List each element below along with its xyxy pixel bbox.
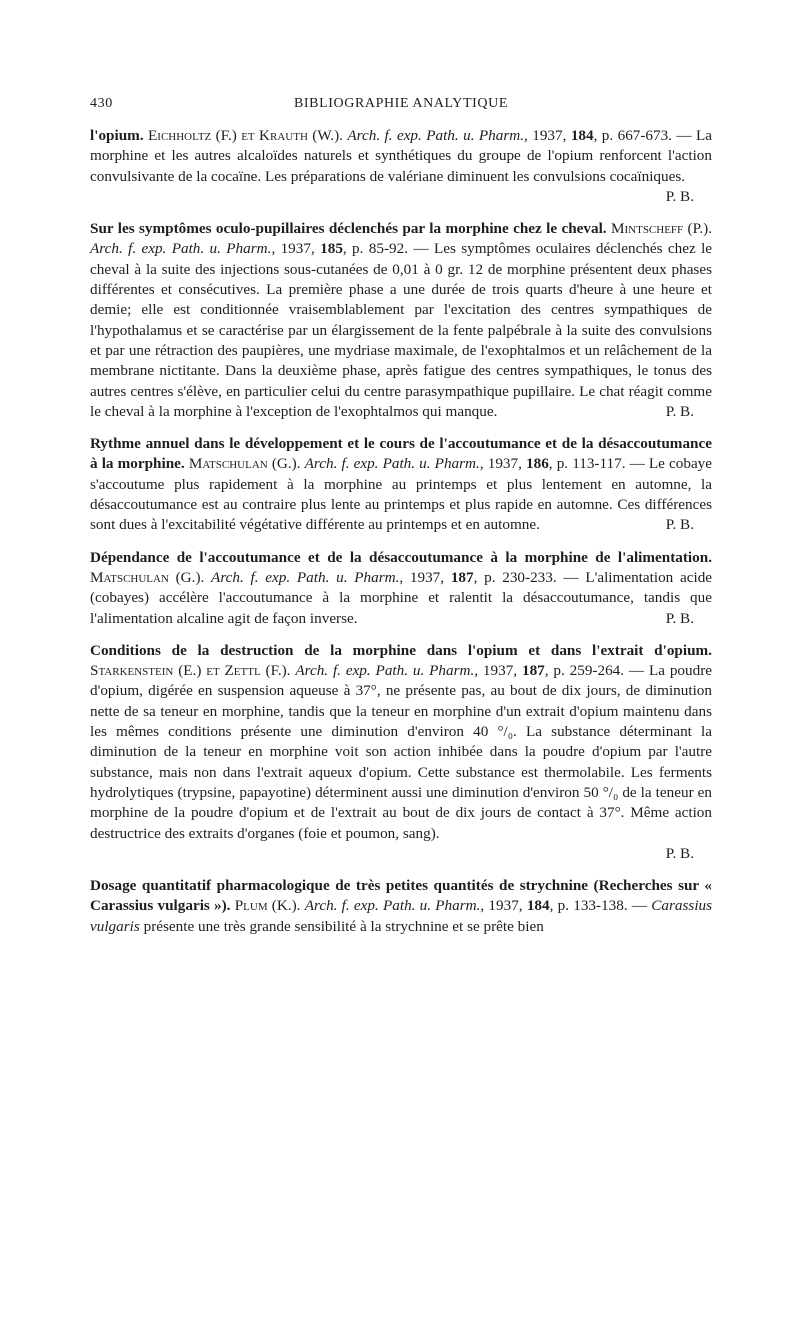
entry-signature: P. B. — [665, 609, 694, 627]
bibliography-entry — [90, 641, 712, 864]
entry-title: Dépendance de l'accoutumance et de la désaccoutumance à la morphine de l'alimentation. — [90, 548, 712, 566]
bibliography-entry — [90, 876, 712, 937]
entry-authors: Matschulan (G.). — [90, 568, 205, 586]
entry-volume: 184 — [526, 897, 550, 915]
entry-volume: 185 — [320, 240, 343, 258]
entry-abstract: La poudre d'opium, digérée en suspension aqueuse à 37°, ne présente pas, au bout de dix jours, de diminution nette de sa teneur en morphine, tandis que la teneur en morphine d'un extrait d'opium maintenu dans les mêmes conditions présente une diminution d'environ 40 °/₀. La substance déterminant la diminution de la teneur en morphine voit son action inhibée dans la poudre d'opium par l'autre substance, mais non dans l'extrait aqueux d'opium. Cette substance est thermolabile. Les ferments hydrolytiques (trypsine, papayotine) déterminent aussi une diminution d'environ 50 °/₀ de la teneur en morphine de la poudre d'opium et de l'extrait au bout de dix jours de contact à 37°. Même action destructrice des extraits d'organes (foie et poumon, sang). — [90, 662, 713, 842]
bibliography-entry — [90, 548, 712, 629]
bibliography-entry — [90, 126, 712, 207]
entry-pages: , p. 133-138. — — [549, 897, 648, 915]
entry-signature: P. B. — [665, 516, 694, 534]
entry-abstract: Le cobaye s'accoutume plus rapidement à la morphine au printemps et plus lentement en automne, la désaccoutumance est au contraire plus lente au printemps et plus rapide en automne. Ces différences sont dues à l'excitabilité végétative différente au printemps et en automne. — [90, 455, 713, 534]
entry-authors: Mintscheff (P.). — [610, 220, 713, 238]
entry-volume: 187 — [450, 568, 474, 586]
entry-signature: P. B. — [665, 844, 694, 862]
book-page — [90, 94, 712, 937]
running-head — [90, 94, 712, 116]
entry-abstract: La morphine et les autres alcaloïdes naturels et synthétiques du groupe de l'opium renforcent l'action convulsivante de la cocaïne. Les préparations de valériane diminuent les convulsions cocaïniques. — [90, 127, 713, 185]
bibliography-entry — [90, 219, 712, 422]
entry-title: Rythme annuel dans le développement et le cours de l'accoutumance et de la désaccoutumance à la morphine. — [90, 435, 712, 473]
entry-abstract: présente une très grande sensibilité à la strychnine et se prête bien — [143, 917, 544, 935]
entry-year: , 1937, — [399, 568, 445, 586]
entry-year: , 1937, — [524, 127, 567, 144]
entry-signature: P. B. — [665, 402, 694, 420]
entry-abstract: Les symptômes oculaires déclenchés chez le cheval à la suite des injections sous-cutanées de 0,01 à 0 gr. 12 de morphine présentent deux phases différentes et consécutives. La première phase a une durée de trois quarts d'heure à une heure et demie; elle est conditionnée vraisemblablement par l'excitation des centres sympathiques de l'hypothalamus et se caractérise par un élargissement de la fente palpébrale à la suite des convulsions et par une rétraction des paupières, une mydriase maximale, de l'exophtalmos et un relâchement de la membrane nictitante. Dans la deuxième phase, après fatigue des centres sympathiques, le tonus des autres centres s'élève, en particulier celui du centre parasympathique pupillaire. Le chat réagit comme le cheval à la morphine à l'exception de l'exophtalmos qui manque. — [90, 240, 713, 420]
entry-signature: P. B. — [665, 187, 694, 205]
entry-authors: Starkenstein (E.) et Zettl (F.). — [90, 662, 291, 680]
entry-pages: , p. 113-117. — — [548, 455, 645, 473]
entry-authors: Plum (K.). — [234, 897, 301, 915]
entry-title: Sur les symptômes oculo-pupillaires déclenchés par la morphine chez le cheval. — [90, 220, 607, 238]
entry-year: , 1937, — [474, 662, 518, 680]
entry-volume: 186 — [526, 455, 549, 473]
running-title: BIBLIOGRAPHIE ANALYTIQUE — [293, 96, 509, 111]
entry-journal: Arch. f. exp. Path. u. Pharm. — [211, 568, 400, 586]
page-number: 430 — [90, 96, 113, 111]
entry-year: , 1937, — [479, 455, 522, 473]
entry-title: Dosage quantitatif pharmacologique de très petites quantités de strychnine (Recherches sur « Carassius vulgaris »). — [90, 877, 712, 915]
entry-year: , 1937, — [480, 897, 523, 915]
entry-abstract-species: Carassius vulgaris — [90, 897, 713, 935]
bibliography-entry — [90, 434, 712, 535]
entry-title: Conditions de la destruction de la morphine dans l'opium et dans l'extrait d'opium. — [90, 641, 712, 659]
entry-pages: , p. 230-233. — — [473, 568, 579, 586]
entry-journal: Arch. f. exp. Path. u. Pharm. — [304, 897, 481, 915]
entry-authors: Eichholtz (F.) et Krauth (W.). — [148, 127, 343, 144]
entry-pages: , p. 259-264. — — [544, 662, 645, 680]
entry-journal: Arch. f. exp. Path. u. Pharm. — [304, 455, 480, 473]
entry-journal: Arch. f. exp. Path. u. Pharm. — [90, 240, 272, 258]
entry-authors: Matschulan (G.). — [188, 455, 301, 473]
entry-volume: 184 — [570, 127, 594, 144]
entry-year: , 1937, — [271, 240, 315, 258]
entry-journal: Arch. f. exp. Path. u. Pharm. — [347, 127, 525, 144]
entry-pages: , p. 85-92. — — [342, 240, 429, 258]
entry-title: l'opium. — [90, 127, 144, 144]
entry-abstract: L'alimentation acide (cobayes) accélère l'accoutumance à la morphine et ralentit la désaccoutumance, tandis que l'alimentation alcaline agit de façon inverse. — [90, 568, 713, 627]
entry-journal: Arch. f. exp. Path. u. Pharm. — [295, 662, 475, 680]
entry-volume: 187 — [521, 662, 545, 680]
entry-pages: , p. 667-673. — — [593, 127, 692, 144]
